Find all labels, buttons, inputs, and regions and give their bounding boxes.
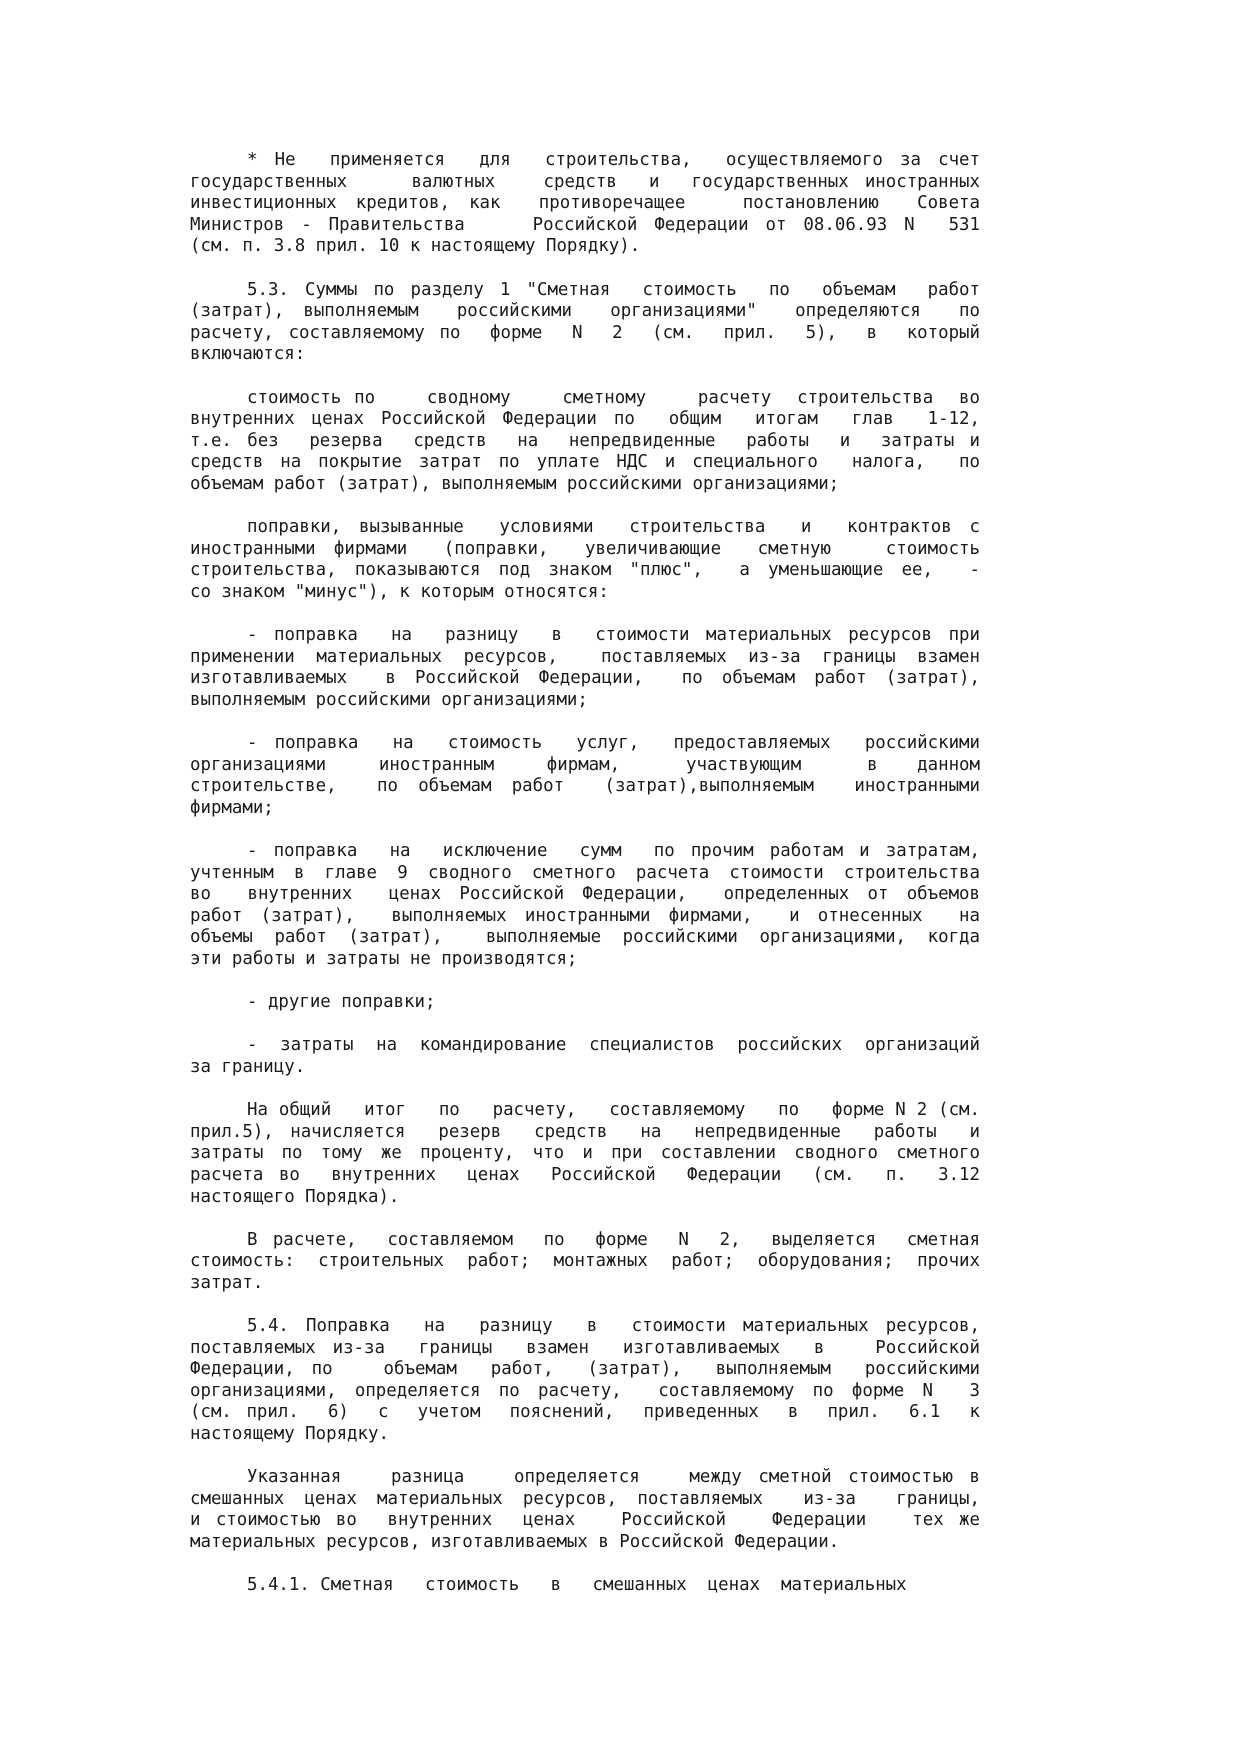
text-line: - другие поправки;	[247, 992, 436, 1013]
text-line: В расчете, составляемом по форме N 2, выделяется сметная	[247, 1229, 980, 1250]
paragraph-amend-materials	[190, 625, 980, 711]
paragraph-section-5-4-1	[190, 1575, 980, 1597]
text-line: во внутренних ценах Российской Федерации, определенных от объемов	[190, 884, 980, 905]
text-line: и стоимостью во внутренних ценах Российской Федерации тех же	[190, 1510, 980, 1531]
text-line: На общий итог по расчету, составляемому по форме N 2 (см.	[247, 1100, 980, 1121]
text-line: выполняемым российскими организациями;	[190, 689, 588, 710]
text-line: государственных валютных средств и государственных иностранных	[190, 171, 980, 192]
text-line: изготавливаемых в Российской Федерации, по объемам работ (затрат),	[190, 668, 980, 689]
text-line: иностранными фирмами (поправки, увеличивающие сметную стоимость	[190, 538, 980, 559]
text-line: смешанных ценах материальных ресурсов, поставляемых из-за границы,	[190, 1488, 980, 1509]
paragraph-amend-travel	[190, 1035, 980, 1078]
paragraph-amendments	[190, 517, 980, 603]
text-line: работ (затрат), выполняемых иностранными фирмами, и отнесенных на	[190, 905, 980, 926]
paragraph-form-2	[190, 1230, 980, 1295]
text-line: (затрат), выполняемым российскими организациями" определяются по	[190, 301, 980, 322]
paragraph-difference	[190, 1467, 980, 1553]
paragraph-note-star	[190, 150, 980, 258]
text-line: стоимость по сводному сметному расчету строительства во	[247, 387, 980, 408]
paragraph-reserve	[190, 1100, 980, 1208]
document-page	[190, 150, 980, 1618]
text-line: расчета во внутренних ценах Российской Федерации (см. п. 3.12	[190, 1164, 980, 1185]
text-line: затрат.	[190, 1272, 264, 1293]
text-line: объемы работ (затрат), выполняемые российскими организациями, когда	[190, 927, 980, 948]
text-line: настоящего Порядка).	[190, 1186, 400, 1207]
text-line: прил.5), начисляется резерв средств на непредвиденные работы и	[190, 1121, 980, 1142]
text-line: * Не применяется для строительства, осуществляемого за счет	[247, 150, 980, 170]
text-line: организациями иностранным фирмам, участвующим в данном	[190, 754, 980, 775]
paragraph-cost-summary	[190, 388, 980, 496]
text-line: поставляемых из-за границы взамен изготавливаемых в Российской	[190, 1337, 980, 1358]
text-line: стоимость: строительных работ; монтажных работ; оборудования; прочих	[190, 1251, 980, 1272]
text-line: объемам работ (затрат), выполняемым российскими организациями;	[190, 473, 840, 494]
text-line: включаются:	[190, 344, 306, 365]
text-line: фирмами;	[190, 797, 274, 818]
text-line: (см. прил. 6) с учетом пояснений, приведенных в прил. 6.1 к	[190, 1402, 980, 1423]
text-line: эти работы и затраты не производятся;	[190, 948, 578, 969]
text-line: расчету, составляемому по форме N 2 (см. прил. 5), в который	[190, 322, 980, 343]
text-line: средств на покрытие затрат по уплате НДС и специального налога, по	[190, 452, 980, 473]
text-line: со знаком "минус"), к которым относятся:	[190, 581, 609, 602]
text-line: Федерации, по объемам работ, (затрат), выполняемым российскими	[190, 1359, 980, 1380]
text-line: - затраты на командирование специалистов российских организаций	[247, 1035, 980, 1056]
text-line: 5.4. Поправка на разницу в стоимости материальных ресурсов,	[247, 1316, 980, 1337]
text-line: применении материальных ресурсов, поставляемых из-за границы взамен	[190, 646, 980, 667]
paragraph-section-5-4	[190, 1316, 980, 1446]
text-line: строительства, показываются под знаком "плюс", а уменьшающие ее, -	[190, 560, 980, 581]
paragraph-amend-other	[190, 992, 980, 1014]
text-line: поправки, вызыванные условиями строительства и контрактов с	[247, 517, 980, 538]
text-line: - поправка на стоимость услуг, предоставляемых российскими	[247, 733, 980, 754]
text-line: (см. п. 3.8 прил. 10 к настоящему Порядку).	[190, 236, 641, 257]
text-line: строительстве, по объемам работ (затрат),выполняемым иностранными	[190, 776, 980, 797]
text-line: инвестиционных кредитов, как противоречащее постановлению Совета	[190, 193, 980, 214]
text-line: - поправка на исключение сумм по прочим работам и затратам,	[247, 841, 980, 861]
text-line: затраты по тому же проценту, что и при составлении сводного сметного	[190, 1143, 980, 1164]
text-line: за границу.	[190, 1056, 306, 1077]
paragraph-amend-services	[190, 733, 980, 819]
paragraph-amend-exclusion	[190, 841, 980, 971]
text-line: 5.4.1. Сметная стоимость в смешанных ценах материальных	[247, 1575, 907, 1596]
text-line: т.е. без резерва средств на непредвиденные работы и затраты и	[190, 430, 980, 451]
text-line: учтенным в главе 9 сводного сметного расчета стоимости строительства	[190, 862, 980, 883]
text-line: материальных ресурсов, изготавливаемых в Российской Федерации.	[190, 1532, 840, 1552]
text-line: организациями, определяется по расчету, составляемому по форме N 3	[190, 1380, 980, 1401]
text-line: внутренних ценах Российской Федерации по общим итогам глав 1-12,	[190, 409, 980, 430]
text-line: настоящему Порядку.	[190, 1424, 389, 1445]
text-line: - поправка на разницу в стоимости материальных ресурсов при	[247, 625, 980, 646]
paragraph-section-5-3	[190, 280, 980, 366]
text-line: Министров - Правительства Российской Федерации от 08.06.93 N 531	[190, 214, 980, 235]
text-line: 5.3. Суммы по разделу 1 "Сметная стоимость по объемам работ	[247, 279, 980, 300]
text-line: Указанная разница определяется между сметной стоимостью в	[247, 1467, 980, 1488]
